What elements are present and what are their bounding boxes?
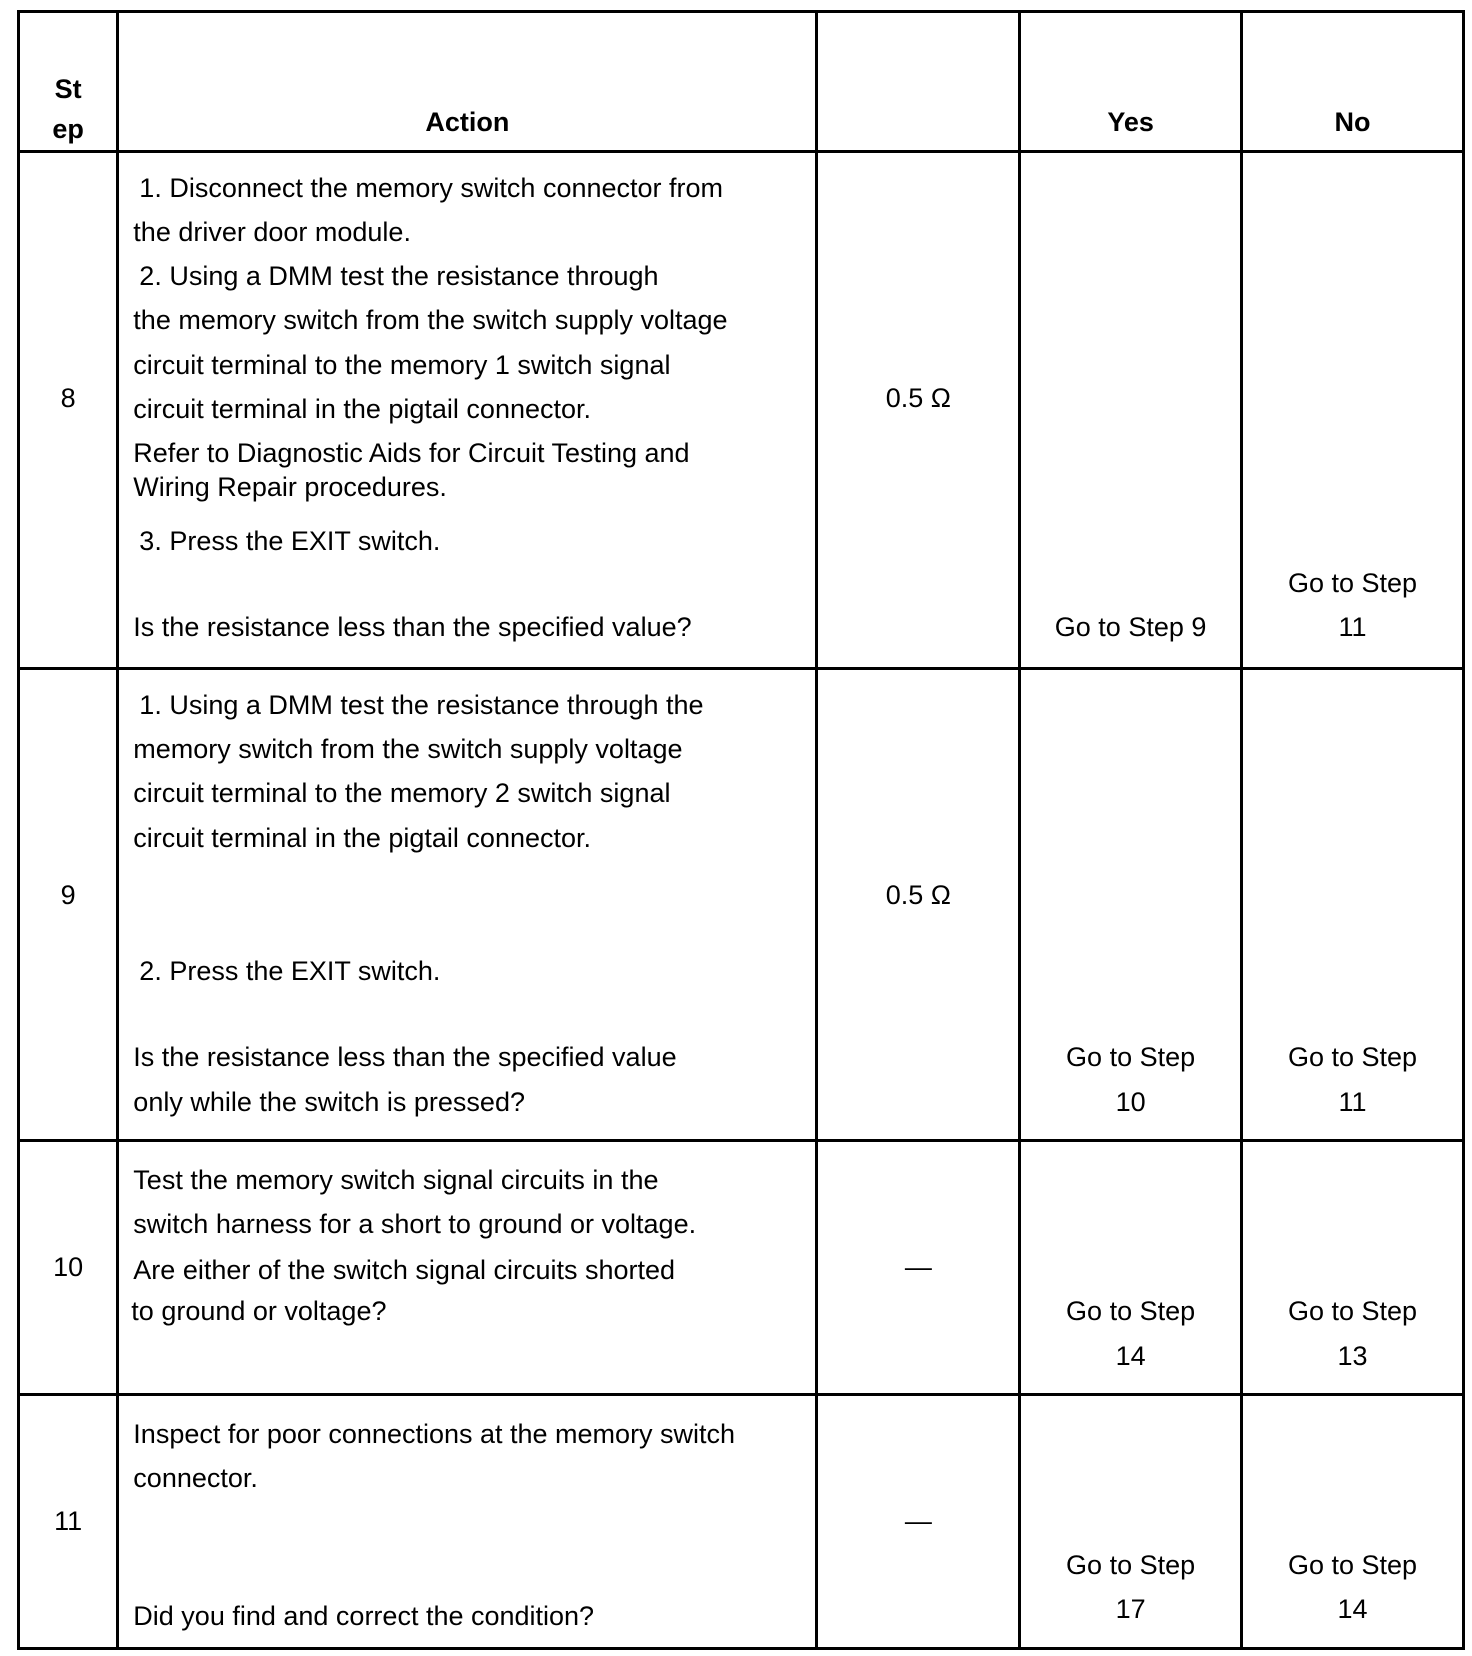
no-goto-number: 11 [1338,612,1367,643]
table-row [19,669,1464,1141]
header-yes [1020,12,1242,152]
yes-cell [1020,669,1242,1141]
action-line: Wiring Repair procedures. [133,472,447,503]
no-goto-number: 13 [1337,1341,1368,1372]
no-cell [1242,152,1464,669]
action-line: 1. Using a DMM test the resistance through the [139,690,704,721]
step-number: 11 [19,1394,118,1649]
no-goto: Go to Step [1287,568,1418,599]
action-line: Did you find and correct the condition? [133,1600,595,1631]
action-line: circuit terminal to the memory 1 switch signal [133,350,671,381]
action-line: 1. Disconnect the memory switch connector from [139,173,724,204]
header-step [19,12,118,152]
value-cell [817,1141,1020,1394]
value-cell [817,1394,1020,1649]
action-line: 3. Press the EXIT switch. [139,526,441,557]
action-line: Is the resistance less than the specified value? [133,612,692,643]
no-goto: Go to Step [1287,1296,1418,1327]
yes-goto-number: 10 [1115,1087,1146,1118]
no-goto-number: 11 [1338,1087,1367,1118]
value-cell: 0.5 Ω [817,152,1020,669]
table-row [19,152,1464,669]
value-cell: 0.5 Ω [817,669,1020,1141]
action-line: Test the memory switch signal circuits in the [133,1165,659,1196]
yes-goto: Go to Step [1066,1296,1196,1327]
header-action [118,12,817,152]
yes-goto-number: 14 [1115,1341,1146,1372]
action-line: only while the switch is pressed? [133,1087,525,1118]
step-number: 8 [19,152,118,669]
header-yes-label: Yes [1107,107,1154,137]
action-line: to ground or voltage? [131,1296,387,1327]
yes-cell [1020,1141,1242,1394]
yes-goto: Go to Step [1066,1042,1196,1073]
header-step-line2: ep [52,114,84,144]
step-number: 9 [19,669,118,1141]
header-row [19,12,1464,152]
action-cell [118,1394,817,1649]
action-line: circuit terminal in the pigtail connector. [133,394,592,425]
no-goto: Go to Step [1287,1549,1418,1580]
action-cell [118,1141,817,1394]
action-line: memory switch from the switch supply voltage [133,734,683,765]
action-line: 2. Using a DMM test the resistance through [139,261,659,292]
header-step-line1: St [54,74,82,104]
yes-cell [1020,152,1242,669]
action-line: Are either of the switch signal circuits shorted [133,1255,676,1286]
na-dash: — [904,1505,932,1536]
action-line: switch harness for a short to ground or voltage. [133,1209,697,1240]
action-line: the memory switch from the switch supply voltage [133,305,728,336]
action-line: circuit terminal in the pigtail connector. [133,823,592,854]
action-line: Is the resistance less than the specified value [133,1042,677,1073]
table-row [19,1394,1464,1649]
no-cell [1242,1394,1464,1649]
na-dash: — [904,1252,932,1283]
action-line: Refer to Diagnostic Aids for Circuit Testing and [133,438,690,469]
diagnostic-table [17,10,1465,1650]
action-line: connector. [133,1462,258,1493]
action-cell [118,152,817,669]
yes-goto: Go to Step 9 [1054,612,1207,643]
header-no [1242,12,1464,152]
yes-goto: Go to Step [1066,1549,1196,1580]
step-number: 10 [19,1141,118,1394]
header-value [817,12,1020,152]
yes-goto-number: 17 [1115,1593,1146,1624]
action-line: the driver door module. [133,217,411,248]
yes-cell [1020,1394,1242,1649]
action-line: 2. Press the EXIT switch. [139,956,441,987]
table-row [19,1141,1464,1394]
action-cell [118,669,817,1141]
no-cell [1242,669,1464,1141]
no-goto-number: 14 [1337,1593,1368,1624]
header-action-label: Action [425,107,510,137]
no-cell [1242,1141,1464,1394]
no-goto: Go to Step [1287,1042,1418,1073]
header-no-label: No [1334,107,1371,137]
action-line: circuit terminal to the memory 2 switch signal [133,778,671,809]
action-line: Inspect for poor connections at the memory switch [133,1418,736,1449]
